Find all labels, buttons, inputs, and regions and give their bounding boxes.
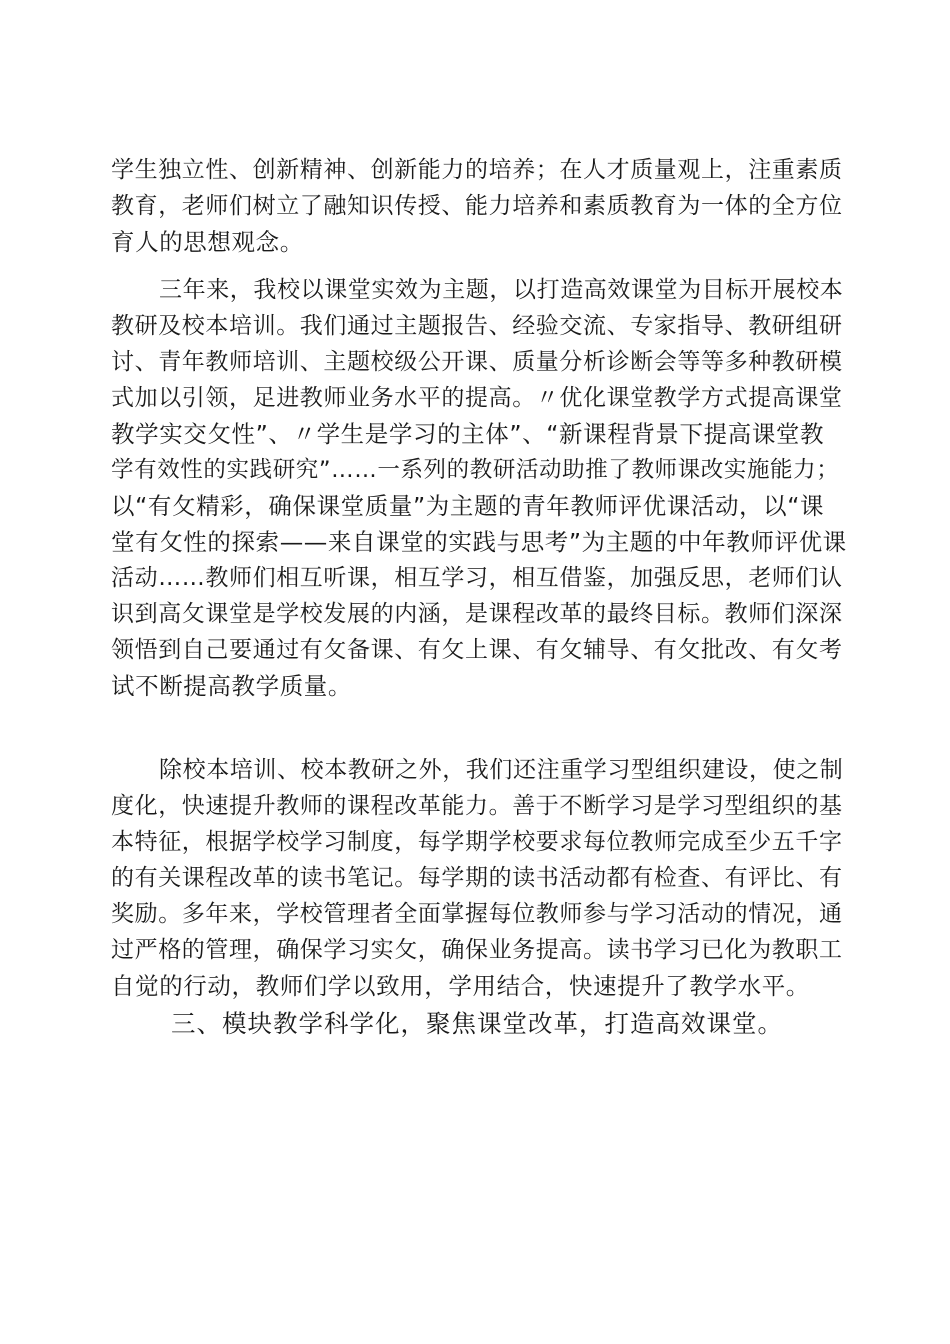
- paragraph-continuation: [111, 152, 851, 260]
- text-line: 试不断提高教学质量。: [111, 672, 352, 700]
- text-line: 三年来，我校以课堂实效为主题，以打造高效课堂为目标开展校本: [159, 277, 844, 303]
- section-heading-text: 三、模块教学科学化，聚焦课堂改革，打造高效课堂。: [171, 1009, 783, 1038]
- text-line: 以“有攵精彩，确保课堂质量”为主题的青年教师评优课活动，以“课: [111, 492, 825, 520]
- text-line: 教学实交攵性”、〃学生是学习的主体”、“新课程背景下提高课堂教: [111, 420, 825, 448]
- text-line: 学有效性的实践研究”……一系列的教研活动助推了教师课改实施能力；: [111, 457, 840, 483]
- text-line: 自觉的行动，教师们学以致用，学用结合，快速提升了教学水平。: [111, 972, 810, 1000]
- text-line: 的有关课程改革的读书笔记。每学期的读书活动都有检查、有评比、有: [111, 865, 843, 891]
- text-line: 育人的思想观念。: [111, 228, 304, 256]
- text-line: 教研及校本培训。我们通过主题报告、经验交流、专家指导、教研组研: [111, 313, 843, 339]
- paragraph-learning-organization: [111, 752, 851, 1004]
- text-line: 度化，快速提升教师的课程改革能力。善于不断学习是学习型组织的基: [111, 793, 843, 819]
- section-heading: [111, 1006, 851, 1042]
- text-line: 除校本培训、校本教研之外，我们还注重学习型组织建设，使之制: [159, 757, 844, 783]
- text-line: 式加以引领，足进教师业务水平的提高。〃优化课堂教学方式提高课堂: [111, 385, 843, 411]
- text-line: 教育，老师们树立了融知识传授、能力培养和素质教育为一体的全方位: [111, 193, 843, 219]
- text-line: 讨、青年教师培训、主题校级公开课、质量分析诊断会等等多种教研模: [111, 349, 843, 375]
- text-line: 过严格的管理，确保学习实攵，确保业务提高。读书学习已化为教职工: [111, 937, 843, 963]
- text-line: 堂有攵性的探索——来自课堂的实践与思考”为主题的中年教师评优课: [111, 528, 847, 556]
- text-line: 领悟到自己要通过有攵备课、有攵上课、有攵辅导、有攵批改、有攵考: [111, 637, 843, 663]
- text-line: 奖励。多年来，学校管理者全面掌握每位教师参与学习活动的情况，通: [111, 901, 843, 927]
- paragraph-school-research: [111, 272, 851, 704]
- text-line: 学生独立性、创新精神、创新能力的培养；在人才质量观上，注重素质: [111, 157, 843, 183]
- text-line: 本特征，根据学校学习制度，每学期学校要求每位教师完成至少五千字: [111, 829, 843, 855]
- text-line: 识到高攵课堂是学校发展的内涵，是课程改革的最终目标。教师们深深: [111, 601, 843, 627]
- text-line: 活动……教师们相互听课，相互学习，相互借鉴，加强反思，老师们认: [111, 565, 843, 591]
